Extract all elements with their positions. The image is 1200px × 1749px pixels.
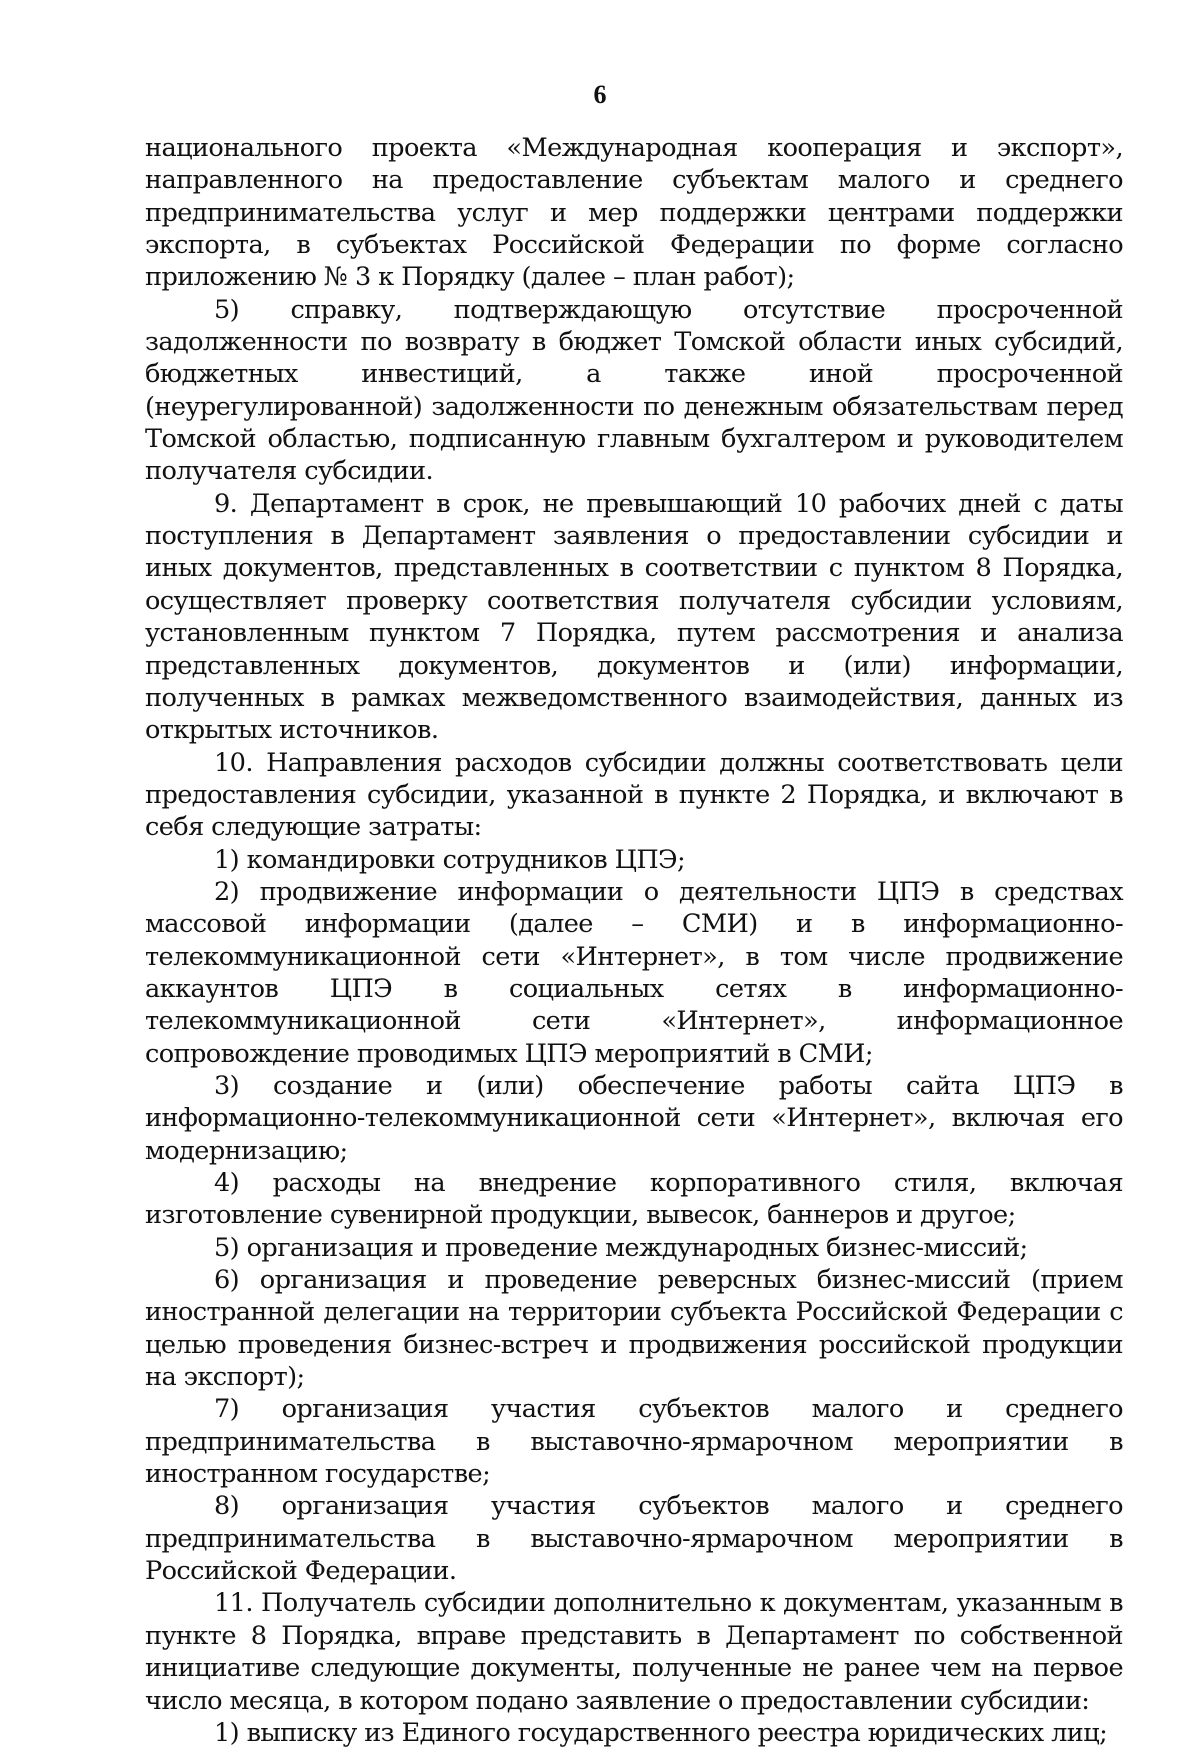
list-item-7-foreign-exhibition: 7) организация участия субъектов малого и среднего предпринимательства в выставочно-ярмарочном мероприятии в иностранном государстве; [145,1394,1123,1490]
document-body [145,132,1123,1749]
list-item-4-corporate-style: 4) расходы на внедрение корпоративного стиля, включая изготовление сувенирной продукции, вывесок, баннеров и другое; [145,1168,1123,1231]
page-number: 6 [593,80,607,109]
list-item-1-egrul-extract: 1) выписку из Единого государственного реестра юридических лиц; [214,1717,1108,1748]
paragraph-continuation: национального проекта «Международная кооперация и экспорт», направленного на предоставление субъектам малого и среднего предпринимательства услуг и мер поддержки центрами поддержки экспорта, в субъектах Российской Федерации по форме согласно приложению № 3 к Порядку (далее – план работ); [145,133,1123,293]
list-item-1-business-trips: 1) командировки сотрудников ЦПЭ; [214,844,686,875]
paragraph-clause-9: 9. Департамент в срок, не превышающий 10 рабочих дней с даты поступления в Департамент заявления о предоставлении субсидии и иных документов, представленных в соответствии с пунктом 8 Порядка, осуществляет проверку соответствия получателя субсидии условиям, установленным пунктом 7 Порядка, путем рассмотрения и анализа представленных документов, документов и (или) информации, полученных в рамках межведомственного взаимодействия, данных из открытых источников. [145,488,1123,746]
list-item-8-domestic-exhibition: 8) организация участия субъектов малого и среднего предпринимательства в выставочно-ярмарочном мероприятии в Российской Федерации. [145,1491,1123,1587]
paragraph-clause-11: 11. Получатель субсидии дополнительно к документам, указанным в пункте 8 Порядка, вправе представить в Департамент по собственной инициативе следующие документы, полученные не ранее чем на первое число месяца, в котором подано заявление о предоставлении субсидии: [145,1588,1123,1716]
paragraph-clause-10: 10. Направления расходов субсидии должны соответствовать цели предоставления субсидии, указанной в пункте 2 Порядка, и включают в себя следующие затраты: [145,747,1123,843]
list-item-6-reverse-missions: 6) организация и проведение реверсных бизнес-миссий (прием иностранной делегации на территории субъекта Российской Федерации с целью проведения бизнес-встреч и продвижения российской продукции на экспорт); [145,1265,1123,1393]
list-item-2-media-promotion: 2) продвижение информации о деятельности ЦПЭ в средствах массовой информации (далее – СМИ) и в информационно-телекоммуникационной сети «Интернет», в том числе продвижение аккаунтов ЦПЭ в социальных сетях в информационно-телекоммуникационной сети «Интернет», информационное сопровождение проводимых ЦПЭ мероприятий в СМИ; [145,876,1123,1069]
list-item-5-business-missions: 5) организация и проведение международных бизнес-миссий; [214,1232,1028,1263]
paragraph-item-5-certificate: 5) справку, подтверждающую отсутствие просроченной задолженности по возврату в бюджет Томской области иных субсидий, бюджетных инвестиций, а также иной просроченной (неурегулированной) задолженности по денежным обязательствам перед Томской областью, подписанную главным бухгалтером и руководителем получателя субсидии. [145,294,1123,487]
list-item-3-website: 3) создание и (или) обеспечение работы сайта ЦПЭ в информационно-телекоммуникационной сети «Интернет», включая его модернизацию; [145,1070,1123,1166]
